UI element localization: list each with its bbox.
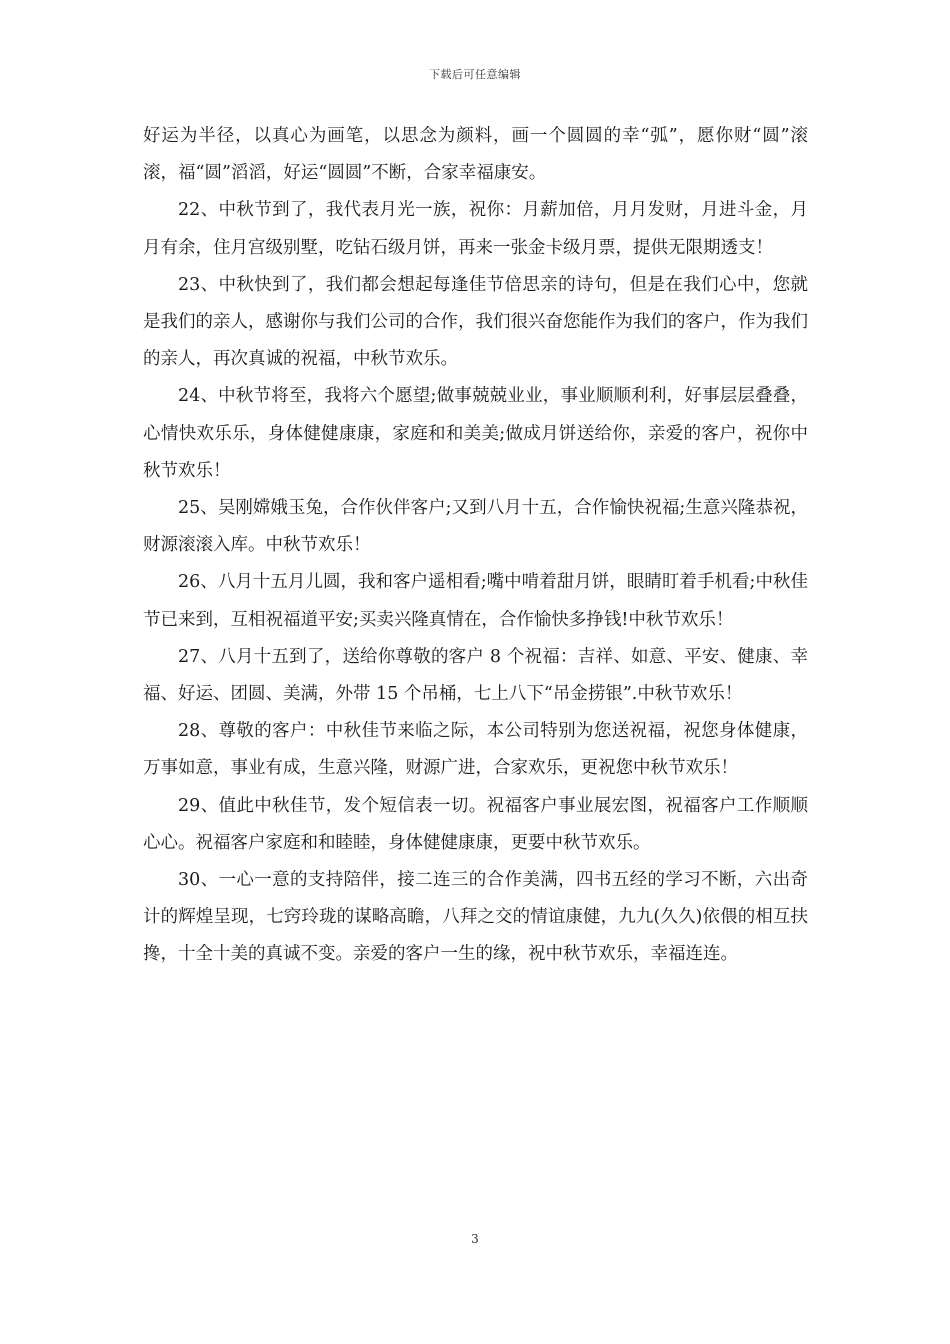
paragraph-25: 25、吴刚嫦娥玉兔，合作伙伴客户;又到八月十五，合作愉快祝福;生意兴隆恭祝，财源滚滚入库。中秋节欢乐！ (143, 498, 808, 556)
paragraph-30: 30、一心一意的支持陪伴，接二连三的合作美满，四书五经的学习不断，六出奇计的辉煌呈现，七窍玲珑的谋略高瞻，八拜之交的情谊康健，九九(久久)依偎的相互扶搀，十全十美的真诚不变。亲爱的客户一生的缘，祝中秋节欢乐，幸福连连。 (143, 870, 808, 965)
page-number: 3 (471, 1232, 479, 1246)
paragraph-27: 27、八月十五到了，送给你尊敬的客户 8 个祝福：吉祥、如意、平安、健康、幸福、好运、团圆、美满，外带 15 个吊桶，七上八下“吊金捞银”.中秋节欢乐！ (143, 646, 808, 705)
paragraph-26: 26、八月十五月儿圆，我和客户遥相看;嘴中啃着甜月饼，眼睛盯着手机看;中秋佳节已来到，互相祝福道平安;买卖兴隆真情在，合作愉快多挣钱!中秋节欢乐！ (143, 572, 808, 630)
paragraph-29: 29、值此中秋佳节，发个短信表一切。祝福客户事业展宏图，祝福客户工作顺顺心心。祝福客户家庭和和睦睦，身体健健康康，更要中秋节欢乐。 (143, 795, 808, 853)
paragraph-23: 23、中秋快到了，我们都会想起每逢佳节倍思亲的诗句，但是在我们心中，您就是我们的亲人，感谢你与我们公司的合作，我们很兴奋您能作为我们的客户，作为我们的亲人，再次真诚的祝福，中秋节欢乐。 (143, 274, 808, 370)
page-header: 下载后可任意编辑 (429, 68, 521, 81)
paragraph-continuation: 好运为半径，以真心为画笔，以思念为颜料，画一个圆圆的幸“弧”，愿你财“圆”滚滚，福“圆”滔滔，好运“圆圆”不断，合家幸福康安。 (143, 126, 808, 184)
paragraph-22: 22、中秋节到了，我代表月光一族，祝你：月薪加倍，月月发财，月进斗金，月月有余，住月宫级别墅，吃钻石级月饼，再来一张金卡级月票，提供无限期透支！ (143, 200, 808, 258)
document-body (143, 118, 808, 974)
paragraph-28: 28、尊敬的客户：中秋佳节来临之际，本公司特别为您送祝福，祝您身体健康，万事如意，事业有成，生意兴隆，财源广进，合家欢乐，更祝您中秋节欢乐！ (143, 721, 808, 779)
paragraph-24: 24、中秋节将至，我将六个愿望;做事兢兢业业，事业顺顺利利，好事层层叠叠，心情快欢乐乐，身体健健康康，家庭和和美美;做成月饼送给你，亲爱的客户，祝你中秋节欢乐！ (143, 386, 808, 481)
